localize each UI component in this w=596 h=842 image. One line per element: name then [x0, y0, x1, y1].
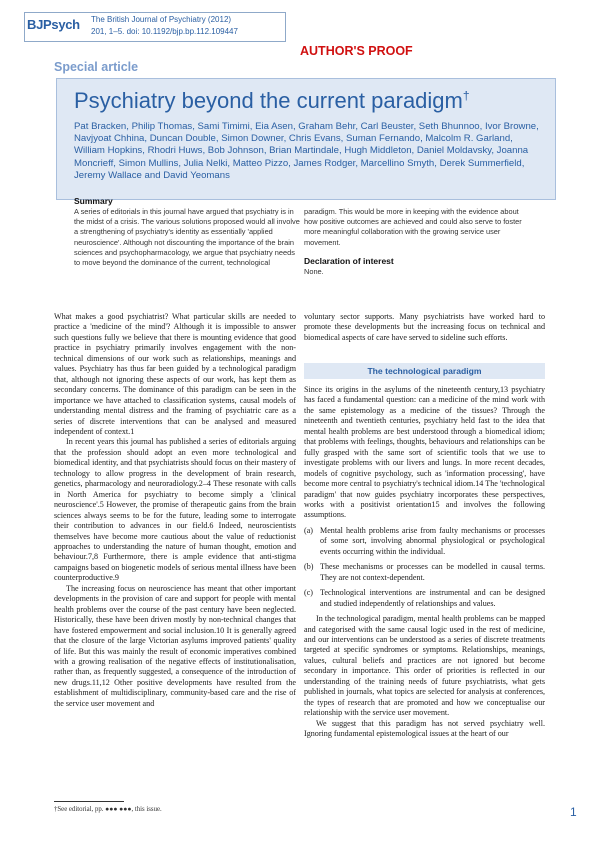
- body-column-left: [54, 312, 296, 709]
- author-list: Pat Bracken, Philip Thomas, Sami Timimi, Eia Asen, Graham Behr, Carl Beuster, Seth Bhunnoo, Ivor Browne, Navjyoat Chhina, Duncan Double, Simon Downer, Chris Evans, Suman Fernando, Malcolm R. Garland, William Hopkins, Rhodri Huws, Bob Johnson, Brian Martindale, Hugh Middleton, Daniel Moldavsky, Joanna Moncrieff, Simon Mullins, Julia Nelki, Matteo Pizzo, James Rodger, Marcellino Smyth, Derek Summerfield, Jeremy Wallace and David Yeomans: [74, 121, 539, 181]
- paragraph: What makes a good psychiatrist? What particular skills are needed to practice a 'medicine of the mind'? Although it is impossible to answer such questions fully we believe that there is mounting evidence that good practice in psychiatry primarily involves engagement with the non-technical dimensions of our work such as relationships, meanings and values. Psychiatry has thus far been guided by a technological paradigm that, although not ignoring these aspects of our work, has kept them as secondary concerns. The dominance of this paradigm can be seen in the importance we have attached to classification systems, causal models of understanding mental distress and the framing of psychiatric care as a series of discrete interventions that can be analysed and measured independent of context.1: [54, 312, 296, 436]
- paragraph: Since its origins in the asylums of the nineteenth century,13 psychiatry has faced a fundamental question: can a medicine of the mind work with the same epistemology as a medicine of the tissues? Through the nineteenth and twentieth centuries, psychiatry held fast to the idea that mental health problems are best understood through a biomedical idiom; that problems with feelings, thoughts, behaviours and relationships can be fully grasped with the same sort of scientific tools that we use to investigate problems with our livers and lungs. In more recent decades, models of cognitive psychology, such as 'information processing', have become more central to psychiatry's technical idiom.14 The 'technological paradigm' that now guides psychiatry incorporates these perspectives, works with a positivist orientation15 and involves the following assumptions.: [304, 385, 545, 520]
- title-footnote-mark: †: [462, 88, 470, 103]
- journal-masthead: [24, 12, 286, 42]
- list-item-label: (b): [304, 562, 314, 572]
- list-item-label: (a): [304, 525, 313, 535]
- list-item: [304, 562, 545, 583]
- paragraph: We suggest that this paradigm has not served psychiatry well. Ignoring fundamental epistemological issues at the heart of our: [304, 718, 545, 739]
- list-item-text: Mental health problems arise from faulty mechanisms or processes of some sort, involving abnormal physiological or psychological events occurring within the individual.: [320, 525, 545, 556]
- declaration-heading: Declaration of interest: [304, 256, 394, 266]
- article-title: [74, 88, 470, 114]
- list-item-text: Technological interventions are instrumental and can be designed and studied independently of relationships and values.: [320, 588, 545, 608]
- list-item: [304, 588, 545, 609]
- summary-text-col1: A series of editorials in this journal have argued that psychiatry is in the midst of a crisis. The various solutions proposed would all involve a strengthening of psychiatry's identity as essentially 'applied neuroscience'. Although not discounting the importance of the brain sciences and psychopharmacology, we argue that psychiatry needs to move beyond the dominance of the current, technological: [74, 207, 300, 268]
- list-item-text: These mechanisms or processes can be modelled in causal terms. They are not context-dependent.: [320, 562, 545, 582]
- paragraph: In the technological paradigm, mental health problems can be mapped and categorised with the same causal logic used in the rest of medicine, and our interventions can be understood as a series of discrete treatments targeted at specific syndromes or symptoms. Relationships, meanings, values, cultural beliefs and practices are not ignored but become secondary in importance. This order of priorities is reflected in our understanding of the training needs of future psychiatrists, what gets published in journals, what topics are selected for analysis at conferences, the types of research that are promoted and how we conceptualise our relationship with the service user movement.: [304, 614, 545, 718]
- authors-proof-label: AUTHOR'S PROOF: [300, 44, 413, 58]
- paragraph: In recent years this journal has published a series of editorials arguing that the profession should adopt an even more technological and biomedical identity, and that psychiatrists should focus on their mastery of technology to allow progress in the development of brain research, genetics, pharmacology and neuroradiology.2–4 These resonate with calls in North America for psychiatry to become simply a 'clinical neuroscience'.5 However, the promise of therapeutic gains from the brain sciences always seems to be for the future, leading some to interrogate their contribution to advances in our field.6 Indeed, neuroscientists themselves have become more cautious about the value of reductionist approaches to understanding the nature of human thought, emotion and behaviour.7,8 Furthermore, there is ample evidence that anti-stigma campaigns based on biogenetic models of serious mental illness have been counterproductive.9: [54, 437, 296, 583]
- title-panel: [56, 78, 556, 200]
- body-column-right-top: [304, 312, 545, 343]
- body-column-right: [304, 385, 545, 740]
- list-item: [304, 526, 545, 557]
- article-section-label: Special article: [54, 60, 139, 74]
- journal-citation-line2: 201, 1–5. doi: 10.1192/bjp.bp.112.109447: [91, 27, 238, 36]
- paragraph: The increasing focus on neuroscience has meant that other important developments in the provision of care and support for people with mental health problems over the course of the past century have been neglected. Historically, these have been driven mostly by non-technical changes that have fostered empowerment and social inclusion.10 It is generally agreed that the closure of the large Victorian asylums improved patients' quality of life. But this was mainly the result of economic imperatives combined with a growing realisation of the negative effects of institutionalisation, rather than, as frequently suggested, a consequence of the introduction of new drugs.11,12 Other positive developments have resulted from the establishment of multidisciplinary, community-based care and the rise of the service user movement and: [54, 583, 296, 708]
- list-item-label: (c): [304, 588, 313, 598]
- paragraph: voluntary sector supports. Many psychiatrists have worked hard to promote these developments but the increasing focus on technical and biomedical aspects of care have served to sideline such efforts.: [304, 312, 545, 342]
- section-heading: The technological paradigm: [367, 366, 482, 376]
- journal-logo: BJPsych: [27, 17, 80, 32]
- declaration-text: None.: [304, 267, 324, 276]
- journal-citation-line1: The British Journal of Psychiatry (2012): [91, 15, 232, 24]
- section-heading-bar: [304, 363, 545, 379]
- footnote-rule: [54, 801, 124, 802]
- page-number: 1: [570, 805, 577, 819]
- footnote: †See editorial, pp. ●●● ●●●, this issue.: [54, 806, 162, 813]
- article-title-text: Psychiatry beyond the current paradigm: [74, 88, 463, 113]
- summary-text-col2: paradigm. This would be more in keeping with the evidence about how positive outcomes are achieved and could also serve to foster more meaningful collaboration with the growing service user movement.: [304, 207, 522, 247]
- summary-heading: Summary: [74, 196, 113, 206]
